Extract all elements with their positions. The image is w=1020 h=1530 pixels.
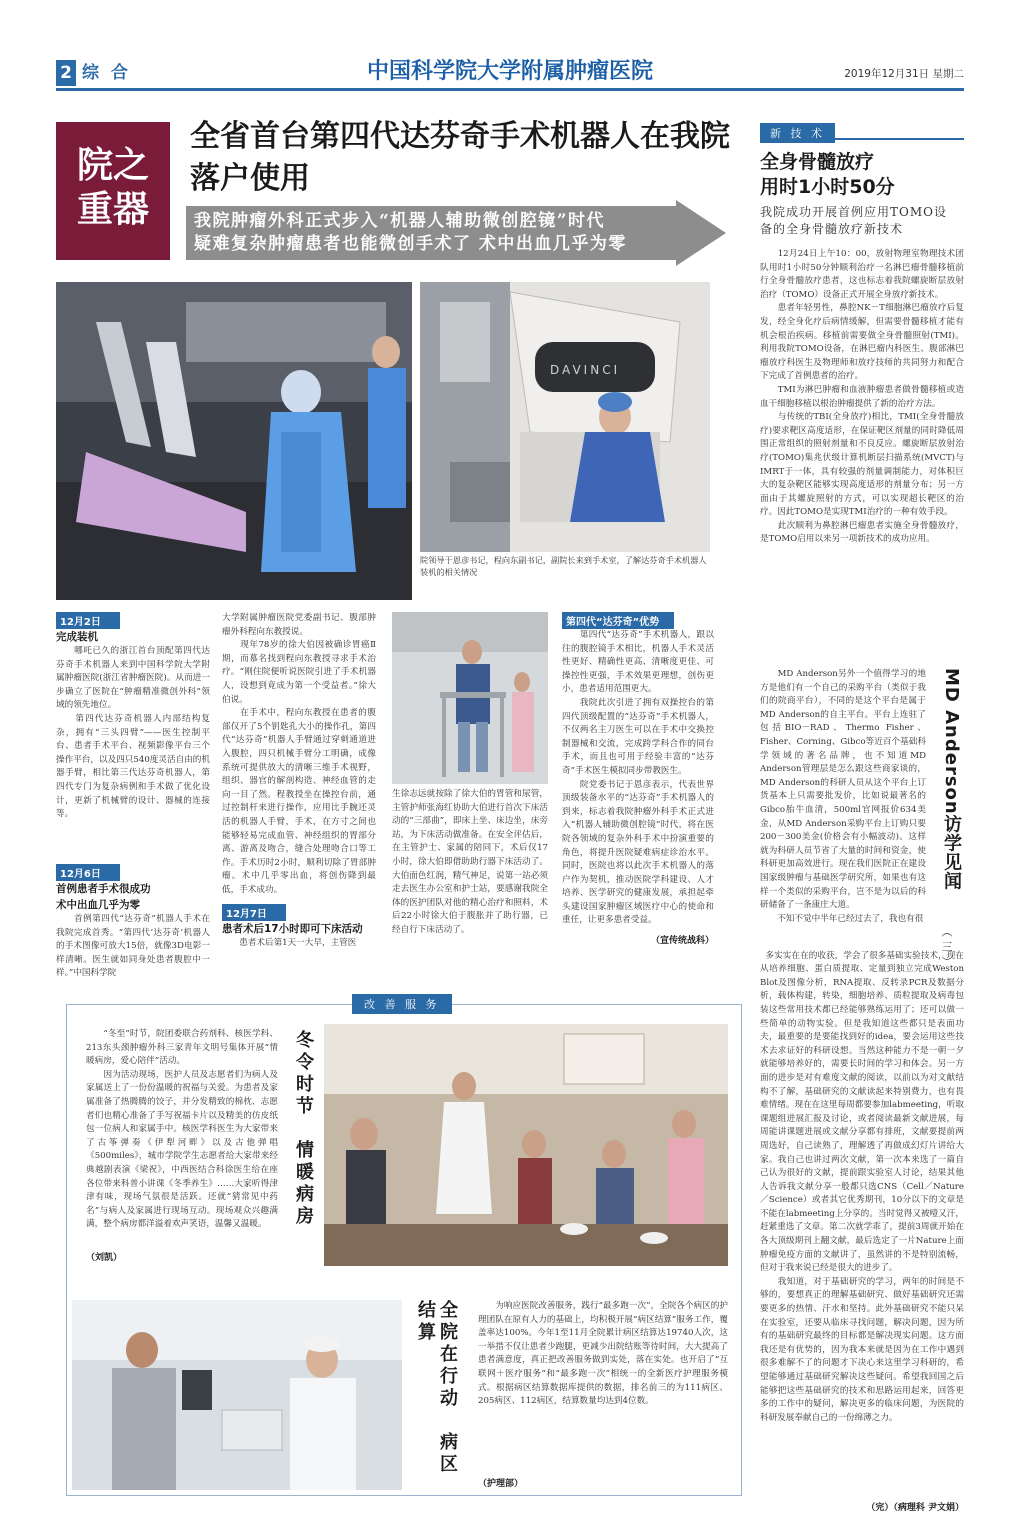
lead-body-col2: 大学附属肿瘤医院党委副书记、腹部肿瘤外科程向东教授说。 现年78岁的徐大伯因被确诊胃癌Ⅱ期，而慕名找到程向东教授寻求手术治疗。“刚住院便听说医院引进了手术机器人，设想到竟成为第一个受益者。”徐大伯说。 在手术中，程向东教授在患者的腹部仅开了5个钥匙孔大小的操作孔，第四代“达芬奇”机器人手臂通过穿刺通道进入腹腔，四只机械手臂分工明确，成像系统可提供放大的清晰三维手术视野，组织、器官的解剖构造、神经血管的走向一目了然。程教授坐在操控台前，通过控制杆来进行操作，应用比手腕还灵活的机器人手臂，手术，在方寸之间也能够轻易完成血管、神经组织的胃部分离、游离及吻合，缝合处理吻合口等工作。手术历时2小时，顺利切除了胃部肿瘤。术中几乎零出血，将创伤降到最低，手术成功。	[222, 613, 376, 895]
story1-title: 冬令时节 情暖病房	[293, 1030, 314, 1228]
service-tag	[352, 994, 452, 1014]
side-news	[760, 122, 964, 610]
timeline-dec6	[56, 864, 210, 1025]
advantages-section	[562, 612, 714, 949]
md-title: MD Anderson访学见闻	[941, 668, 962, 891]
timeline-heading: 患者术后17小时即可下床活动	[222, 923, 363, 935]
lead-title: 全省首台第四代达芬奇手术机器人在我院落户使用	[190, 119, 730, 196]
story2-signoff: （护理部）	[478, 1479, 524, 1489]
timeline-date: 12月6日	[56, 864, 120, 881]
timeline-dec7	[222, 904, 376, 967]
side-tag: 新 技 术	[760, 123, 835, 143]
lead-body-col3: 生徐志远就按除了徐大伯的胃管和尿管，主管护师张海红协助大伯进行首次下床活动的“三部曲”，即床上坐、床边坐，床旁站，为下床活动做准备。在安全评估后，在主管护士、家属的陪同下，术后仅17小时，徐大伯即借助助行器下床活动了。大伯面色红润，精气神足，说第一站必须走去医生办公室和护士站，要感谢我院全体的医护团队对他的精心治疗和照料，术后22小时徐大伯于腹胀并了助行器，已经自行下床活动了。	[392, 789, 548, 935]
side-title: 全身骨髓放疗 用时1小时50分	[760, 151, 895, 198]
timeline-body: 首例第四代“达芬奇”机器人手术在我院完成首秀。“第四代‘达芬奇’机器人的手术图像可放大15倍，就像3D电影一样清晰。医生就如同身处患者腹腔中一样。”中国科学院	[56, 914, 210, 979]
md-body-continued	[760, 936, 964, 1496]
timeline-body: 患者术后第1天一大早，主管医	[222, 938, 357, 948]
photo-davinci-console	[420, 282, 710, 552]
md-part: （三）	[940, 926, 953, 971]
photo-surgeons-robot	[56, 282, 412, 600]
photo-caption: 院领导于恩彦书记，程向东副书记，副院长来到手术室，了解达芬奇手术机器人装机的相关情况	[420, 555, 707, 577]
lead-subtitle: 我院肿瘤外科正式步入“机器人辅助微创腔镜”时代 疑难复杂肿瘤患者也能微创手术了 术中出血几乎为零	[194, 211, 627, 254]
story1-signoff: （刘凯）	[86, 1253, 123, 1263]
service-tag-label: 改 善 服 务	[364, 998, 440, 1011]
advantages-signoff: （宣传统战科）	[650, 936, 714, 946]
side-subtitle: 我院成功开展首例应用TOMO设备的全身骨髓放疗新技术	[760, 205, 947, 236]
header-rule	[56, 88, 964, 91]
photo-ward-event	[324, 1024, 728, 1266]
column-badge	[56, 122, 170, 260]
md-signoff: （完）（病理科 尹文娟）	[866, 1503, 964, 1513]
timeline-date: 12月2日	[56, 612, 120, 629]
md-anderson-title	[938, 668, 968, 971]
page-number: 2	[56, 60, 76, 86]
newspaper-title: 中国科学院大学附属肿瘤医院	[366, 59, 653, 84]
issue-date: 2019年12月31日 星期二	[844, 68, 964, 80]
story2-body: 为响应医院改善服务，践行“最多跑一次”，全院各个病区的护理团队在原有人力的基础上，均积极开展“病区结算”服务工作，覆盖率达100%。今年1至11月全院累计病区结算达19740人次，这一举措不仅让患者少跑腿，更减少出院结账等待时间，大大提高了患者满意度，真正把改善服务做到实处，落在实处。也开启了“互联网＋医疗服务”和“最多跑一次”相统一的全新医疗护理服务模式。根据病区结算数据库提供的数据，排名前三的为111病区、205病区、112病区，结算数量均达到4位数。	[478, 1301, 728, 1407]
advantages-tab: 第四代“达芬奇”优势	[562, 612, 674, 629]
side-body: 12月24日上午10：00，放射物理室物理技术团队用时1小时50分钟顺利治疗一名淋巴瘤骨髓移植前行全身骨髓放疗患者，这也标志着我院螺旋断层放射治疗（TOMO）设备正式开展全身放疗新技术。 患者年轻男性，鼻腔NK－T细胞淋巴瘤放疗后复发，经全身化疗后病情缓解，但需要骨髓移植才能有机会根治疾病。移植前需要做全身骨髓照射(TMI)。利用我院TOMO设备，在淋巴瘤内科医生、腹部淋巴瘤放疗科医生及物理师和放疗技师的共同努力和配合下完成了首例患者的治疗。 TMI为淋巴肿瘤和血液肿瘤患者做骨髓移植或造血干细胞移植以根治肿瘤提供了新的治疗方法。 与传统的TBI(全身放疗)相比，TMI(全身骨髓放疗)要求靶区高度适形，在保证靶区剂量的同时降低周围正常组织的照射剂量和不良反应。螺旋断层放射治疗(TOMO)集兆伏级计算机断层扫描系统(MVCT)与IMRT于一体，具有较强的剂量调制能力，对体积巨大的复杂靶区能够实现高度适形的剂量分布；另一方面由于其螺旋照射的方式，可以实现超长靶区的治疗。因此TOMO是实现TMI治疗的一种有效手段。 此次顺利为鼻腔淋巴瘤患者实施全身骨髓放疗，是TOMO启用以来另一项新技术的成功应用。	[760, 249, 964, 545]
timeline-date: 12月7日	[222, 904, 286, 921]
photo-patient-walking	[392, 612, 548, 784]
md-body: MD Anderson另外一个值得学习的地方是他们有一个自己的采购平台（类似于我们的院商平台），不同的是这个平台是属于MD Anderson的自主平台。平台上连驻了包括BIO－RAD、Thermo Fisher、Fisher、Corning、Gibco等近百个基础科学领域的著名品牌，也不知道MD Anderson管理层是怎么跟这些商家谈的，MD Anderson的科研人员从这个平台上订货基本上只需要批发价，比如说最著名的Gibco胎牛血清，500ml官网报价634美金，从MD Anderson采购平台上订购只要200－300美金(价格会有小幅波动)。这样就为科研人员节省了大量的时间和资金，使科研更加高效进行。现在我们医院正在建设国家级肿瘤与基础医学研究所，如果也有这样一个类似的采购平台，岂不是为以后的科研储备了一条康庄大道。 不知不觉中半年已经过去了，我也有很	[760, 669, 926, 924]
timeline-heading: 首例患者手术很成功 术中出血几乎为零	[56, 883, 151, 911]
badge-label: 院之重器	[76, 145, 149, 230]
timeline-body: 哪吒已久的浙江首台顶配第四代达芬奇手术机器人来到中国科学院大学附属肿瘤医院(浙江省肿瘤医院)。从而进一步确立了医院在“肿瘤精准微创外科”领域的领先地位。 第四代达芬奇机器人内部结构复杂，拥有“三头四臂”——医生控制平台、患者手术平台、视频影像平台三个操作平台，以及四只540度灵活自由的机器手臂，相比第三代达芬奇机器人，第四代专门为复杂病例和手术做了优化设计，更新了机械臂的设计、器械的连接等。	[56, 646, 210, 820]
section-name: 综 合	[82, 63, 131, 83]
davinci-label: DAVINCI	[550, 363, 621, 377]
story2-title: 全院在行动 病区结算	[415, 1300, 458, 1476]
md-body-cont-text: 多实实在在的收获，学会了很多基础实验技术，现在从培养细胞、蛋白质提取、定量到独立完成Weston Blot及图像分析，RNA提取、反转录PCR及数据分析，载体构建，转染，细胞培养、质粒提取及病毒包装这些常用技术都已经能够熟练运用了；还可以做一些简单的动物实验。但是我知道这些都只是表面功夫，最重要的是要能找到好的idea，要会运用这些技术去求证好的科研设想。当然这种能力不是一朝一夕就能够培养好的，需要长时间的学习和体会。另一方面的进步是对有难度文献的阅读，以前以为对文献结构不了解，基础研究的文献读起来特别费力，也有畏难情绪。现在在这里每周都要参加labmeeting，听取课题组进展汇报及讨论，或者阅读最新文献进展，每周能讲课题进展或文献分享都有排班，文献要提前两周选好，自己读熟了，理解透了再做成幻灯片讲给大家。我自己也讲过两次文献，第一次本来选了一篇自己认为很好的文献，提前跟实验室人讨论，结果其他人告诉我文献分享一般都只选CNS（Cell／Nature／Science）或者其它优秀期刊，10分以下的文章是不能在labmeeting上分享的。当时觉得又被噎又汗，赶紧重选了文章。第二次就学乖了，提前3周就开始在各大顶级期刊上翻文献，最后选定了一片Nature上面肿瘤免疫方面的文献讲了，虽然讲的不是特别流畅，但对于我来说已经是很大的进步了。 我知道，对于基础研究的学习，两年的时间是不够的，要想真正的理解基础研究、做好基础研究还需要更多的热情、汗水和坚持。此外基础研究不能只呆在实验室，还要从临床寻找问题，解决问题，因为所有的基础研究最终的目标都是解决现实问题。这方面我还是有优势的，因为我本来就是因为在工作中遇到很多难解不了的问题才下决心来这里学习科研的，希望能够通过基础研究解决这些疑问。希望我回国之后能够把这些基础研究的技术和思路运用起来，回答更多的工作中的疑问，解决更多的临床问题，为医院的科研发展奉献自己的一份绵薄之力。	[760, 950, 964, 1423]
photo-bedside-checkout	[72, 1300, 402, 1490]
timeline-heading: 完成装机	[56, 631, 98, 643]
timeline-dec2	[56, 612, 210, 867]
story1-body: “冬至”时节，院团委联合药剂科、核医学科、213东头颈肿瘤外科三家青年文明号集体开展“情暖病房，爱心陪伴”活动。 因为活动现场，医护人员及志愿者们为病人及家属送上了一份份温暖的祝福与关爱。为患者及家属准备了热腾腾的饺子，并分发精致的棉枕、志愿者们也精心准备了手写祝福卡片以及精美的仿皮纸包一位病人和家属手中。核医学科医生为大家带来了古筝弹奏《伊犁河畔》以及古他弹唱《500miles》，城市学院学生志愿者给大家带来经典越剧表演《梁祝》，中西医结合科徐医生给在座各位带来科普小讲课《冬季养生》……大家听得津津有味，现场气氛很是活跃。还就“猜常见中药名”与病人及家属进行现场互动。现场观众兴趣满满，整个病房都洋溢着欢声笑语，温馨又温暖。	[86, 1029, 278, 1230]
advantages-body: 第四代“达芬奇”手术机器人，跟以往的腹腔镜手术相比，机器人手术灵活性更好、精确性更高、清晰度更佳、可操控性更强，手术效果更理想，创伤更小，患者适用范围更大。 我院此次引进了拥有双操控台的第四代顶级配置的“达芬奇”手术机器人，不仅两名主刀医生可以在手术中交换控制器械和交流，完成跨学科合作的同台手术，而且也可用于经验丰富的“达芬奇”手术医生模拟同步带教医生。 院党委书记于恩彦表示，代表世界顶级装备水平的“达芬奇”手术机器人的到来，标志着我院肿瘤外科手术正式进入“机器人辅助微创腔镜”时代，将在医院各领域的复杂外科手术中扮演重要的角色，将提升医院疑难病症诊治水平。同时，医院也将以此次手术机器人的落户作为契机，推动医院学科建设、人才培养、医学研究的健康发展，承担起牵头建设国家肿瘤区域医疗中心的使命和重任，让更多患者受益。	[562, 630, 714, 926]
